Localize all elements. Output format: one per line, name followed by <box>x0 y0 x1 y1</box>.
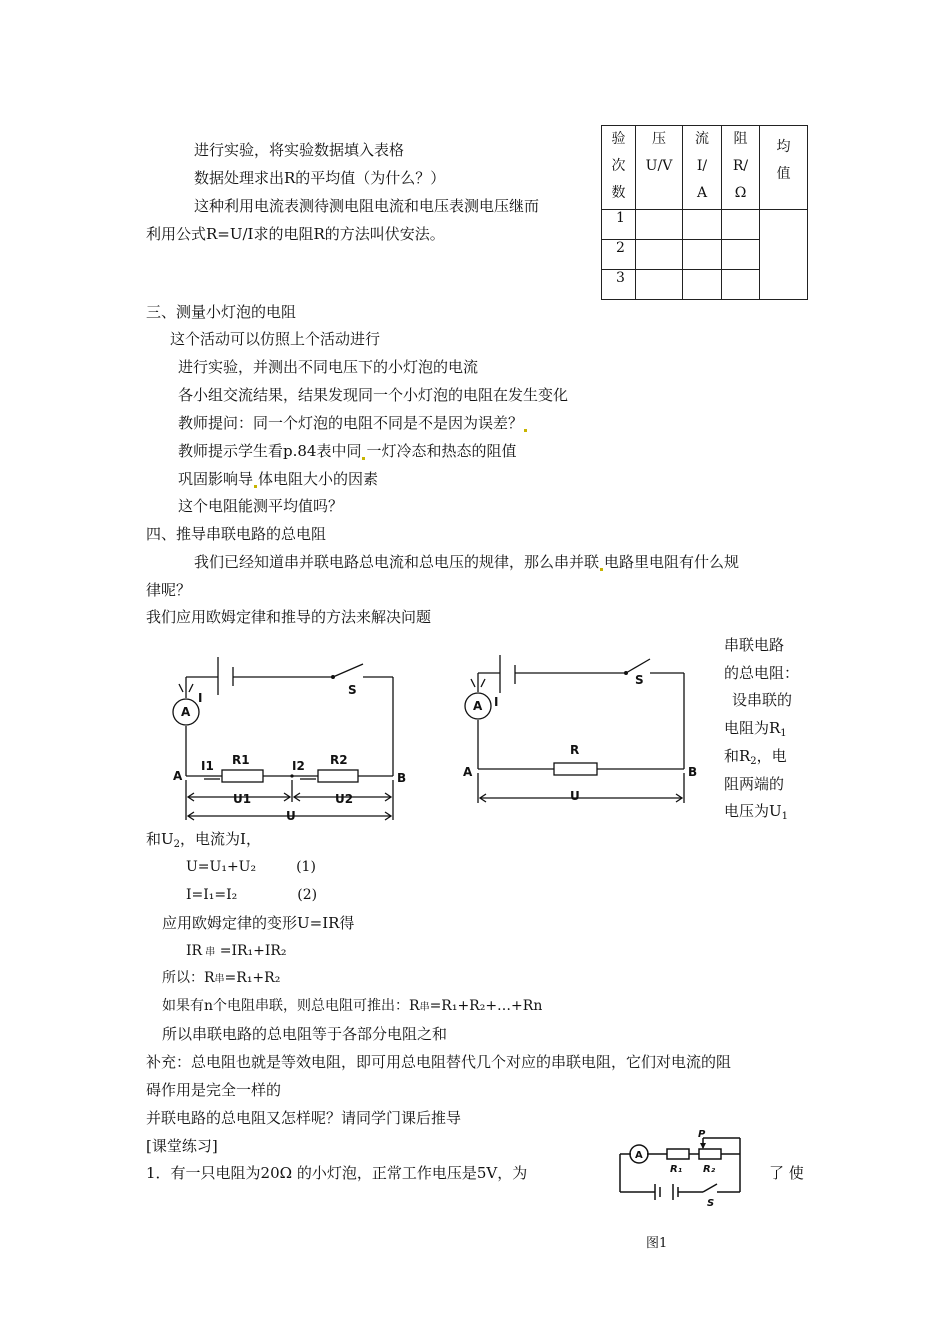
side-line: 串联电路 <box>724 636 785 654</box>
header-current: 流 I/ A <box>683 126 722 210</box>
equivalent-circuit-diagram <box>458 648 703 808</box>
series-circuit-diagram <box>168 650 413 825</box>
node-label-b: B <box>397 771 407 785</box>
equation-4: 所以：R串=R₁+R₂ <box>162 970 281 986</box>
section4-para1: 我们已经知道串并联电路总电流和总电压的规律，那么串并联 电路里电阻有什么规 <box>194 553 740 571</box>
side-line: 阻两端的 <box>724 775 785 793</box>
intro-line-4: 利用公式R=U/I求的电阻R的方法叫伏安法。 <box>146 225 445 243</box>
derivation-line: 和$U_2$，电流为I， <box>146 830 261 850</box>
derivation-line: 并联电路的总电阻又怎样呢？请同学门课后推导 <box>146 1109 462 1127</box>
question-1: 1．有一只电阻为20Ω 的小灯泡，正常工作电压是5V，为 <box>146 1164 528 1182</box>
side-line: 的总电阻： <box>724 664 800 682</box>
header-trial: 验 次 数 <box>602 126 636 210</box>
table-cell <box>722 270 760 300</box>
section3-line: 这个电阻能测平均值吗？ <box>178 497 344 515</box>
current-label: I <box>198 691 203 705</box>
practice-title: [课堂练习] <box>146 1137 218 1155</box>
derivation-line: 碍作用是完全一样的 <box>146 1081 282 1099</box>
equation-1: U=U₁+U₂ (1) <box>186 859 316 875</box>
section3-line: 教师提问：同一个灯泡的电阻不同是不是因为误差？ <box>178 413 528 433</box>
section3-line: 各小组交流结果，结果发现同一个小灯泡的电阻在发生变化 <box>178 386 569 404</box>
voltage-label-u: U <box>286 809 296 823</box>
row-number: 1 <box>602 210 636 240</box>
table-cell <box>636 240 683 270</box>
row-number: 2 <box>602 240 636 270</box>
equation-3: IR 串 =IR₁+IR₂ <box>186 943 287 959</box>
intro-line-3: 这种利用电流表测待测电阻电流和电压表测电压继而 <box>194 197 540 215</box>
table-cell <box>683 210 722 240</box>
section4-title: 四、推导串联电路的总电阻 <box>146 525 327 543</box>
switch-label: S <box>635 673 644 687</box>
table-cell <box>636 210 683 240</box>
section3-line: 巩固影响导 体电阻大小的因素 <box>178 470 379 488</box>
node-label-b: B <box>688 765 698 779</box>
node-label-a: A <box>173 769 183 783</box>
ammeter-label: A <box>181 705 191 719</box>
header-resistance: 阻 R/ Ω <box>722 126 760 210</box>
switch-contact-icon <box>331 675 335 679</box>
average-cell <box>760 210 808 300</box>
equation-2: I=I₁=I₂ (2) <box>186 887 318 903</box>
switch-label: S <box>707 1198 715 1209</box>
current-label: I <box>494 695 499 709</box>
node-label-a: A <box>463 765 473 779</box>
intro-line-1: 进行实验，将实验数据填入表格 <box>194 141 405 159</box>
voltage-label-u: U <box>570 789 580 803</box>
row-number: 3 <box>602 270 636 300</box>
voltage-label-u2: U2 <box>335 792 354 806</box>
ammeter-label: A <box>635 1150 643 1161</box>
table-cell <box>722 240 760 270</box>
side-line: 设串联的 <box>732 691 793 709</box>
data-table <box>601 125 808 300</box>
switch-label: S <box>348 683 357 697</box>
switch-contact-icon <box>624 671 628 675</box>
side-line: 电阻为$R_1$ <box>724 719 787 739</box>
figure-1-circuit <box>615 1128 745 1210</box>
resistor-label-r: R <box>570 743 580 757</box>
derivation-line: 如果有n个电阻串联，则总电阻可推出：R串=R₁+R₂+…+Rn <box>162 998 543 1014</box>
section3-line: 进行实验，并测出不同电压下的小灯泡的电流 <box>178 358 479 376</box>
side-line: 和$R_2$，电 <box>724 747 787 767</box>
section4-para1-end: 律呢？ <box>146 581 192 599</box>
current-label-i1: I1 <box>201 759 214 773</box>
question-1-continued: 了 使 <box>769 1164 804 1182</box>
resistor-label-r1: R₁ <box>670 1164 683 1175</box>
slider-arrow-icon <box>700 1143 706 1149</box>
table-cell <box>683 240 722 270</box>
resistor-label-r2: R2 <box>330 753 348 767</box>
resistor-label-r1: R1 <box>232 753 250 767</box>
side-line: 电压为$U_1$ <box>724 802 789 822</box>
section3-line: 这个活动可以仿照上个活动进行 <box>170 330 381 348</box>
table-cell <box>722 210 760 240</box>
header-voltage: 压 U/V <box>636 126 683 210</box>
section3-line: 教师提示学生看p.84表中同 一灯冷态和热态的阻值 <box>178 442 517 460</box>
table-row <box>602 210 808 240</box>
ammeter-label: A <box>473 699 483 713</box>
derivation-line: 应用欧姆定律的变形U=IR得 <box>162 914 355 932</box>
voltage-label-u1: U1 <box>233 792 252 806</box>
table-cell <box>636 270 683 300</box>
slider-label-p: P <box>698 1129 706 1140</box>
section3-title: 三、测量小灯泡的电阻 <box>146 303 297 321</box>
resistor-label-r2: R₂ <box>703 1164 716 1175</box>
derivation-line: 补充：总电阻也就是等效电阻，即可用总电阻替代几个对应的串联电阻，它们对电流的阻 <box>146 1053 732 1071</box>
figure-caption: 图1 <box>646 1236 668 1251</box>
derivation-line: 所以串联电路的总电阻等于各部分电阻之和 <box>162 1025 448 1043</box>
current-label-i2: I2 <box>292 759 305 773</box>
header-average: 均 值 <box>760 126 808 210</box>
intro-line-2: 数据处理求出R的平均值（为什么？） <box>194 169 446 187</box>
table-cell <box>683 270 722 300</box>
section4-para2: 我们应用欧姆定律和推导的方法来解决问题 <box>146 608 432 626</box>
